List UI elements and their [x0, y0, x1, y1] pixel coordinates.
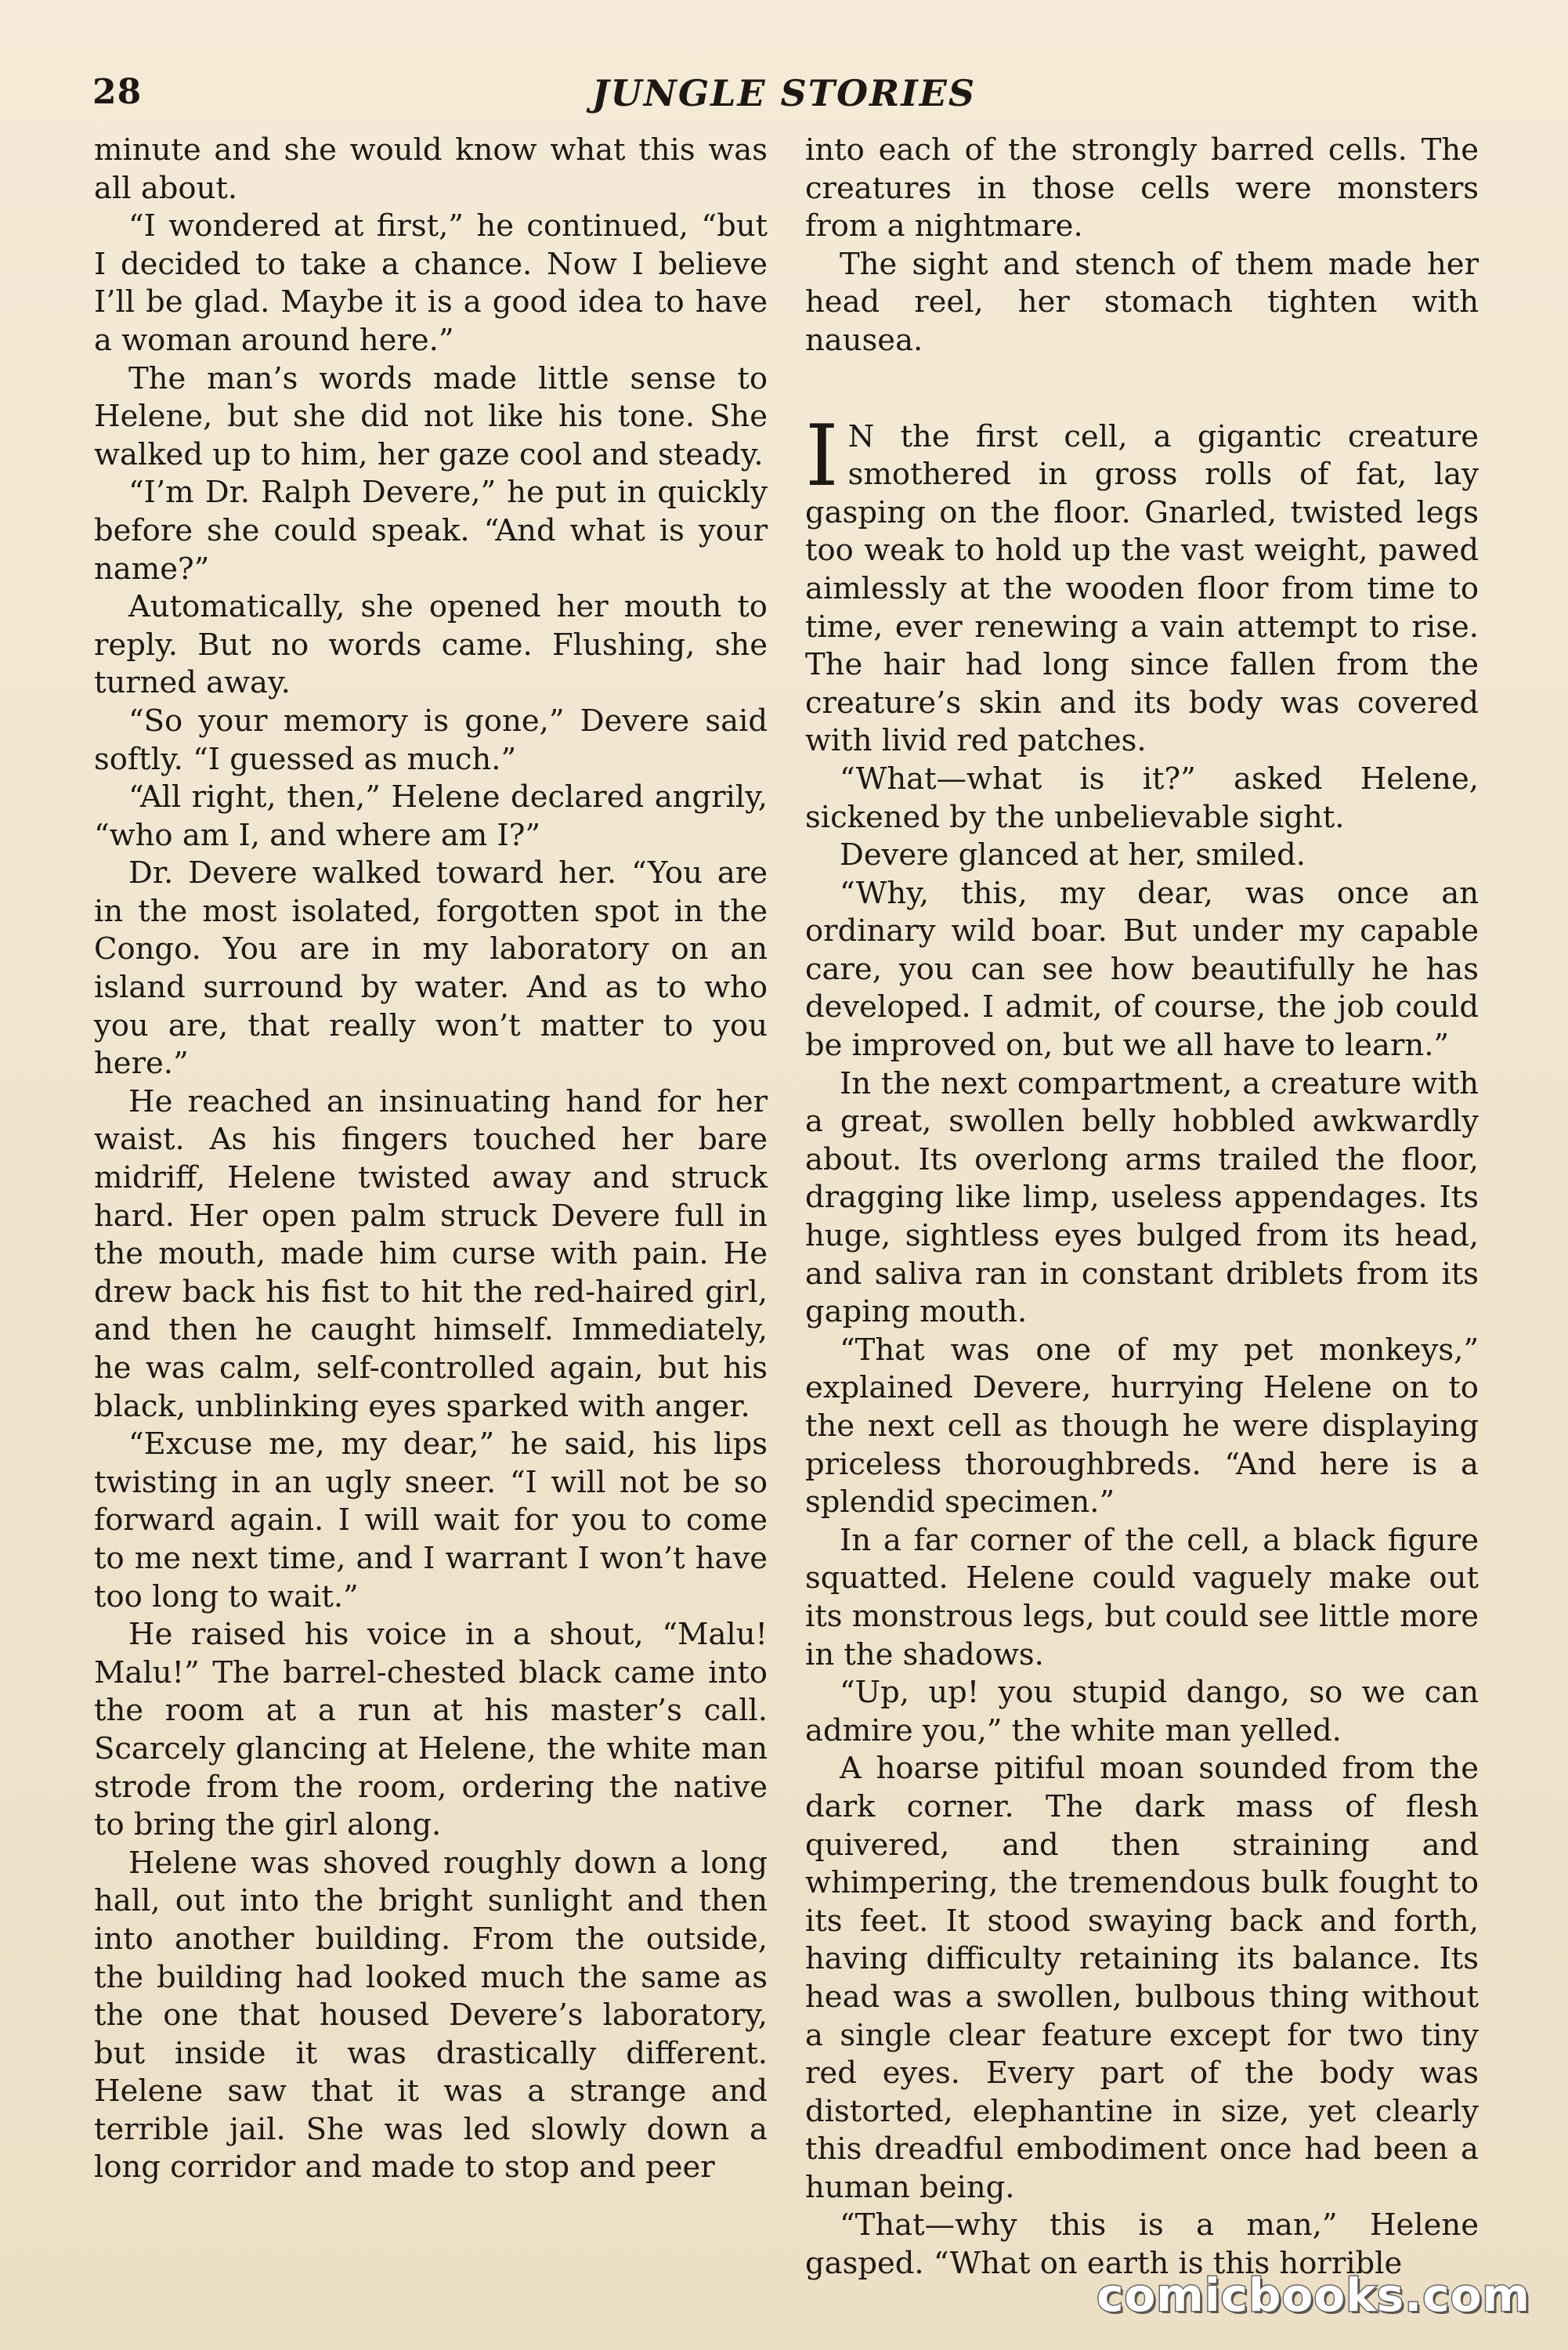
paragraph: “What—what is it?” asked Helene, sickened by the unbelievable sight.	[805, 761, 1479, 835]
paragraph: “That—why this is a man,” Helene gasped. “What on earth is this horrible	[805, 2207, 1479, 2282]
paragraph: minute and she would know what this was all about.	[94, 132, 768, 206]
paragraph: “That was one of my pet monkeys,” explained Devere, hurrying Helene on to the next cell as though he were displaying priceless thoroughbreds. “And here is a splendid specimen.”	[805, 1332, 1479, 1520]
page-number: 28	[92, 72, 143, 112]
running-title: JUNGLE STORIES	[591, 72, 977, 114]
paragraph: “Up, up! you stupid dango, so we can admire you,” the white man yelled.	[805, 1675, 1479, 1748]
paragraph: The man’s words made little sense to Helene, but she did not like his tone. She walked up to him, her gaze cool and steady.	[94, 360, 768, 472]
paragraph: “So your memory is gone,” Devere said softly. “I guessed as much.”	[94, 703, 768, 777]
site-watermark: comicbooks.com	[1097, 2269, 1530, 2322]
paragraph: Helene was shoved roughly down a long hall, out into the bright sunlight and then into another building. From the outside, the building had looked much the same as the one that housed Devere’s laboratory, but inside it was drastically different. Helene saw that it was a strange and terrible jail. She was led slowly down a long corridor and made to stop and peer	[94, 1845, 768, 2186]
paragraph: “Why, this, my dear, was once an ordinary wild boar. But under my capable care, you can see how beautifully he has developed. I admit, of course, the job could be improved on, but we all have to learn.”	[805, 875, 1479, 1064]
paragraph: “Excuse me, my dear,” he said, his lips twisting in an ugly sneer. “I will not be so forward again. I will wait for you to come to me next time, and I warrant I won’t have too long to wait.”	[94, 1426, 768, 1614]
right-column	[805, 132, 1479, 2283]
section-opening-text: N the first cell, a gigantic creature smothered in gross rolls of fat, lay gasping on the floor. Gnarled, twisted legs too weak to hold up the vast weight, pawed aimlessly at the wooden floor from time to time, ever renewing a vain attempt to rise. The hair had long since fallen from the creature’s skin and its body was covered with livid red patches.	[805, 418, 1479, 759]
paragraph: “I wondered at first,” he continued, “but I decided to take a chance. Now I believe I’ll be glad. Maybe it is a good idea to have a woman around here.”	[94, 208, 768, 358]
paragraph: Dr. Devere walked toward her. “You are in the most isolated, forgotten spot in the Congo. You are in my laboratory on an island surround by water. And as to who you are, that really won’t matter to you here.”	[94, 855, 768, 1082]
section-opening-paragraph	[805, 407, 1479, 761]
paragraph: He raised his voice in a shout, “Malu! Malu!” The barrel-chested black came into the room at a run at his master’s call. Scarcely glancing at Helene, the white man strode from the room, ordering the native to bring the girl along.	[94, 1617, 768, 1843]
drop-cap: I	[805, 407, 839, 505]
paragraph: A hoarse pitiful moan sounded from the dark corner. The dark mass of flesh quivered, and then straining and whimpering, the tremendous bulk fought to its feet. It stood swaying back and forth, having difficulty retaining its balance. Its head was a swollen, bulbous thing without a single clear feature except for two tiny red eyes. Every part of the body was distorted, elephantine in size, yet clearly this dreadful embodiment once had been a human being.	[805, 1751, 1479, 2205]
left-column	[94, 132, 768, 2187]
paragraph: In a far corner of the cell, a black figure squatted. Helene could vaguely make out its monstrous legs, but could see little more in the shadows.	[805, 1522, 1479, 1672]
paragraph: Automatically, she opened her mouth to reply. But no words came. Flushing, she turned away.	[94, 589, 768, 701]
paragraph: In the next compartment, a creature with a great, swollen belly hobbled awkwardly about. Its overlong arms trailed the floor, dragging like limp, useless appendages. Its huge, sightless eyes bulged from its head, and saliva ran in constant driblets from its gaping mouth.	[805, 1065, 1479, 1330]
paragraph: The sight and stench of them made her head reel, her stomach tighten with nausea.	[805, 246, 1479, 358]
page-header	[92, 72, 1476, 122]
paragraph: “All right, then,” Helene declared angrily, “who am I, and where am I?”	[94, 779, 768, 853]
paragraph: “I’m Dr. Ralph Devere,” he put in quickly before she could speak. “And what is your name?”	[94, 475, 768, 587]
paragraph: He reached an insinuating hand for her waist. As his fingers touched her bare midriff, Helene twisted away and struck hard. Her open palm struck Devere full in the mouth, made him curse with pain. He drew back his fist to hit the red-haired girl, and then he caught himself. Immediately, he was calm, self-controlled again, but his black, unblinking eyes sparked with anger.	[94, 1083, 768, 1424]
paragraph: Devere glanced at her, smiled.	[840, 837, 1306, 873]
paragraph: into each of the strongly barred cells. The creatures in those cells were monsters from a nightmare.	[805, 132, 1479, 244]
